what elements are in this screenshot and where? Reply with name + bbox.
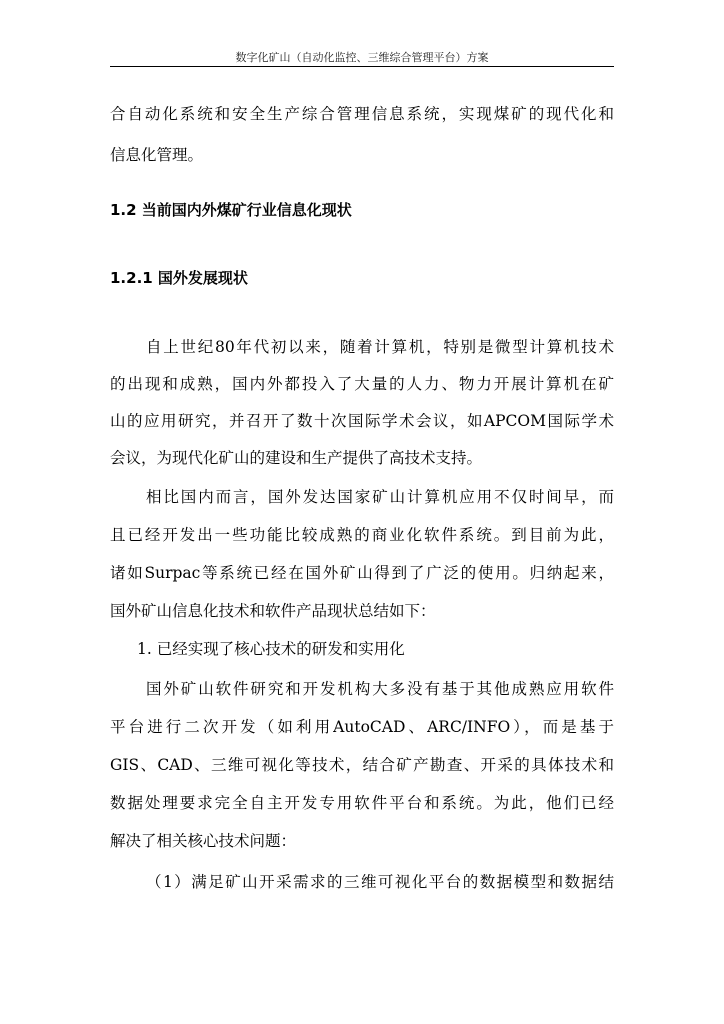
paragraph-line: 的出现和成熟，国内外都投入了大量的人力、物力开展计算机在矿 (110, 375, 614, 393)
page-header: 数字化矿山（自动化监控、三维综合管理平台）方案 (235, 51, 489, 64)
section-heading: 1.2 当前国内外煤矿行业信息化现状 (110, 201, 352, 219)
paragraph-line: 国外矿山软件研究和开发机构大多没有基于其他成熟应用软件 (146, 680, 614, 698)
paragraph-line: （1）满足矿山开采需求的三维可视化平台的数据模型和数据结 (146, 873, 614, 891)
paragraph-line: 合自动化系统和安全生产综合管理信息系统，实现煤矿的现代化和 (110, 105, 614, 123)
header-rule (110, 66, 614, 67)
paragraph-line: 诸如Surpac等系统已经在国外矿山得到了广泛的使用。归纳起来， (110, 564, 614, 582)
paragraph-line: 平台进行二次开发（如利用AutoCAD、ARC/INFO），而是基于 (110, 718, 614, 736)
paragraph-line: 自上世纪80年代初以来，随着计算机，特别是微型计算机技术 (146, 338, 614, 356)
paragraph-line: 会议，为现代化矿山的建设和生产提供了高技术支持。 (110, 449, 483, 467)
paragraph-line: 数据处理要求完全自主开发专用软件平台和系统。为此，他们已经 (110, 794, 614, 812)
subsection-heading: 1.2.1 国外发展现状 (110, 269, 248, 287)
paragraph-line: GIS、CAD、三维可视化等技术，结合矿产勘查、开采的具体技术和 (110, 756, 614, 774)
list-item: 1. 已经实现了核心技术的研发和实用化 (137, 640, 405, 658)
paragraph-line: 解决了相关核心技术问题： (110, 832, 297, 850)
paragraph-line: 信息化管理。 (110, 146, 204, 164)
paragraph-line: 相比国内而言，国外发达国家矿山计算机应用不仅时间早，而 (146, 488, 614, 506)
paragraph-line: 国外矿山信息化技术和软件产品现状总结如下： (110, 602, 436, 620)
paragraph-line: 且已经开发出一些功能比较成熟的商业化软件系统。到目前为此， (110, 526, 614, 544)
paragraph-line: 山的应用研究，并召开了数十次国际学术会议，如APCOM国际学术 (110, 412, 614, 430)
